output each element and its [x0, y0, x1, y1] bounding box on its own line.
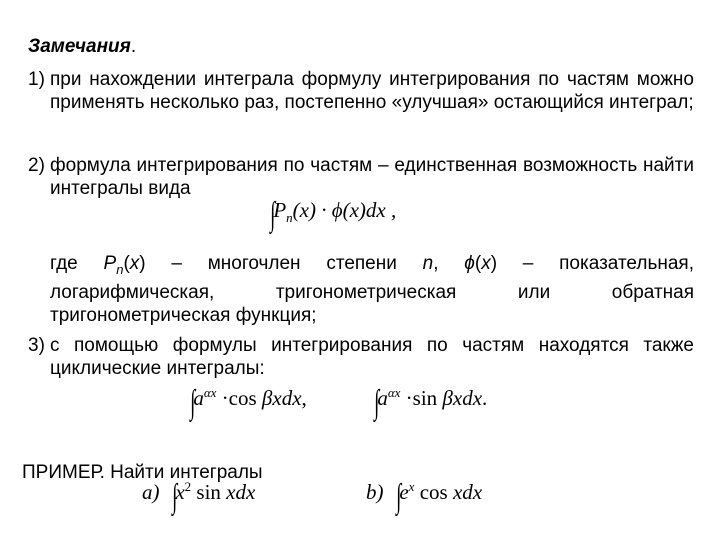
item-number: 3): [28, 335, 45, 356]
formula-integral-pn-phi: $\int P_n(x) \cdot \phi(x)dx$ ,: [270, 196, 397, 233]
list-item-2-continuation: [28, 252, 694, 327]
item-text: формула интегрирования по частям – единственная возможность найти интегралы вида: [50, 155, 694, 199]
item-text: при нахождении интеграла формулу интегрирования по частям можно применять несколько раз, постепенно «улучшая» остающийся интеграл;: [50, 69, 694, 113]
example-b: b) $\int e^x$ cos xdx: [366, 478, 483, 515]
item-text: где $P_n(x)$ – многочлен степени n, ϕ(x) – показательная, логарифмическая, тригонометрическая или обратная тригонометрическая функция;: [50, 253, 694, 326]
heading: Замечания.: [28, 36, 137, 57]
item-number: 1): [28, 69, 45, 90]
example-a: a) $\int x^2$ sin xdx: [142, 478, 256, 515]
formula-integral-sin: $\int a^{\alpha x} \cdot\sin$ βxdx.: [374, 384, 488, 421]
item-text: с помощью формулы интегрирования по частям находятся также циклические интегралы:: [50, 335, 694, 379]
example-heading: ПРИМЕР. Найти интегралы: [22, 462, 263, 483]
item-number: 2): [28, 155, 45, 176]
list-item-1: [28, 68, 694, 114]
list-item-3: [28, 334, 694, 380]
formula-integral-cos: $\int a^{\alpha x} \cdot\cos$ βxdx,: [190, 384, 307, 421]
list-item-2: [28, 154, 694, 200]
